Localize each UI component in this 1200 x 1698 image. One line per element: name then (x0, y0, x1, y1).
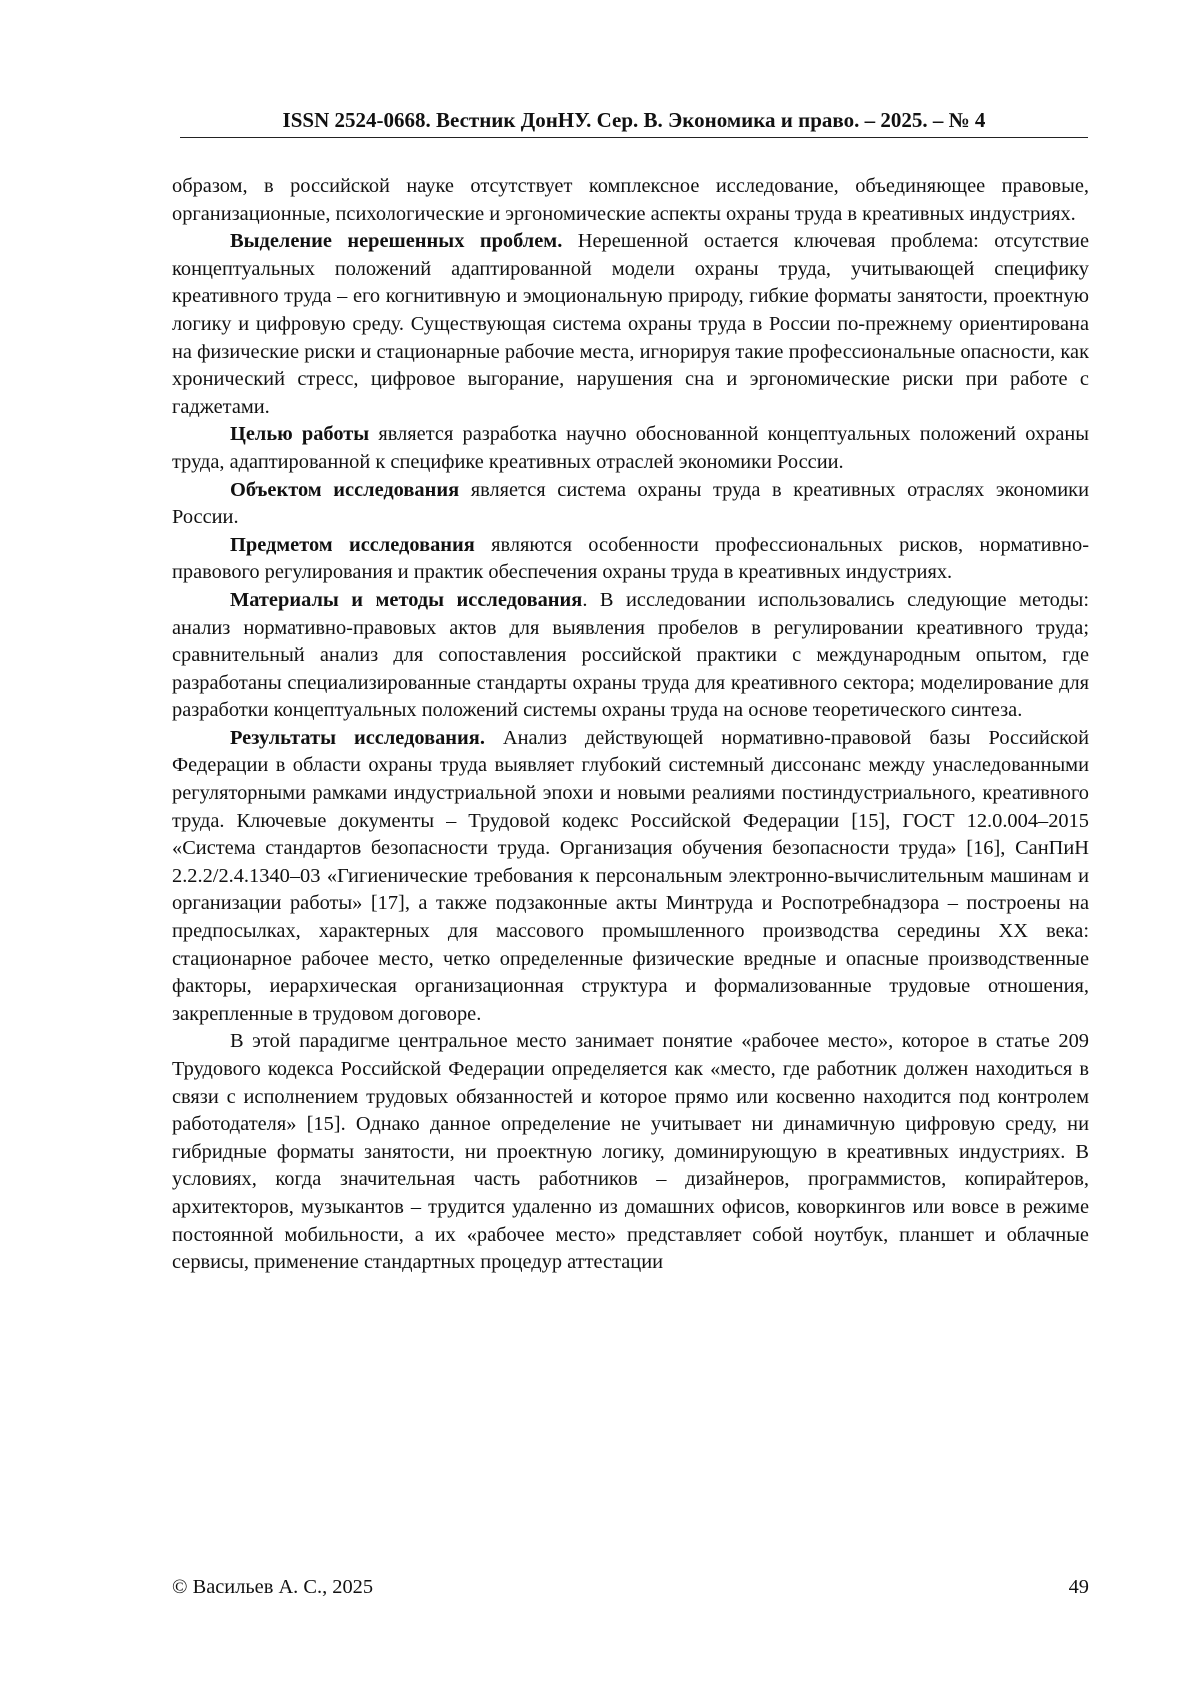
paragraph-text: являются особенности профессиональных рисков, нормативно-правового регулирования и практик обеспечения охраны труда в креативных индустриях. (172, 533, 1090, 584)
paragraph-text: Нерешенной остается ключевая проблема: отсутствие концептуальных положений адаптированной модели охраны труда, учитывающей специфику креативного труда – его когнитивную и эмоциональную природу, гибкие форматы занятости, проектную логику и цифровую среду. Существующая система охраны труда в России по-прежнему ориентирована на физические риски и стационарные рабочие места, игнорируя такие профессиональные опасности, как хронический стресс, цифровое выгорание, нарушения сна и эргономические риски при работе с гаджетами. (172, 230, 1090, 418)
paragraph-text: . В исследовании использовались следующие методы: анализ нормативно-правовых актов для выявления пробелов в регулировании креативного труда; сравнительный анализ для сопоставления российской практики с международным опытом, где разработаны специализированные стандарты охраны труда для креативного сектора; моделирование для разработки концептуальных положений системы охраны труда на основе теоретического синтеза. (172, 588, 1089, 722)
paragraph-unsolved-problems (172, 228, 1089, 421)
paragraph-text: является разработка научно обоснованной концептуальных положений охраны труда, адаптированной к специфике креативных отраслей экономики России. (172, 423, 1089, 473)
article-body (172, 173, 1089, 1277)
paragraph-lead: Результаты исследования. (230, 726, 485, 749)
running-header: ISSN 2524-0668. Вестник ДонНУ. Сер. В. Экономика и право. – 2025. – № 4 (282, 108, 986, 132)
paragraph-methods (172, 587, 1089, 725)
paragraph-continuation (172, 173, 1089, 228)
paragraph-text: В этой парадигме центральное место занимает понятие «рабочее место», которое в статье 209 Трудового кодекса Российской Федерации определяется как «место, где работник должен находиться в связи с исполнением трудовых обязанностей и которое прямо или косвенно находится под контролем работодателя» [15]. Однако данное определение не учитывает ни динамичную цифровую среду, ни гибридные форматы занятости, ни проектную логику, доминирующую в креативных индустриях. В условиях, когда значительная часть работников – дизайнеров, программистов, копирайтеров, архитекторов, музыкантов – трудится удаленно из домашних офисов, коворкингов или вовсе в режиме постоянной мобильности, а их «рабочее место» представляет собой ноутбук, планшет и облачные сервисы, применение стандартных процедур аттестации (172, 1030, 1089, 1274)
paragraph-goal (172, 421, 1089, 476)
paragraph-subject (172, 532, 1089, 587)
paragraph-workplace (172, 1028, 1089, 1276)
paragraph-lead: Целью работы (230, 423, 370, 446)
footer-copyright: © Васильев А. С., 2025 (172, 1576, 374, 1598)
paragraph-results (172, 725, 1089, 1029)
paragraph-lead: Объектом исследования (230, 478, 460, 501)
paragraph-lead: Выделение нерешенных проблем. (230, 230, 563, 253)
header-rule (180, 137, 1088, 138)
paragraph-lead: Предметом исследования (230, 533, 475, 556)
paragraph-lead: Материалы и методы исследования (230, 588, 583, 611)
paragraph-text: Анализ действующей нормативно-правовой базы Российской Федерации в области охраны труда выявляет глубокий системный диссонанс между унаследованными регуляторными рамками индустриальной эпохи и новыми реалиями постиндустриального, креативного труда. Ключевые документы – Трудовой кодекс Российской Федерации [15], ГОСТ 12.0.004–2015 «Система стандартов безопасности труда. Организация обучения безопасности труда» [16], СанПиН 2.2.2/2.4.1340–03 «Гигиенические требования к персональным электронно-вычислительным машинам и организации работы» [17], а также подзаконные акты Минтруда и Роспотребнадзора – построены на предпосылках, характерных для массового промышленного производства середины XX века: стационарное рабочее место, четко определенные физические вредные и опасные производственные факторы, иерархическая организационная структура и формализованные трудовые отношения, закрепленные в трудовом договоре. (172, 726, 1089, 1025)
paragraph-text: образом, в российской науке отсутствует комплексное исследование, объединяющее правовые, организационные, психологические и эргономические аспекты охраны труда в креативных индустриях. (172, 175, 1089, 225)
paragraph-text: является система охраны труда в креативных отраслях экономики России. (172, 478, 1089, 529)
page-number: 49 (1068, 1576, 1089, 1598)
paragraph-object (172, 477, 1089, 532)
